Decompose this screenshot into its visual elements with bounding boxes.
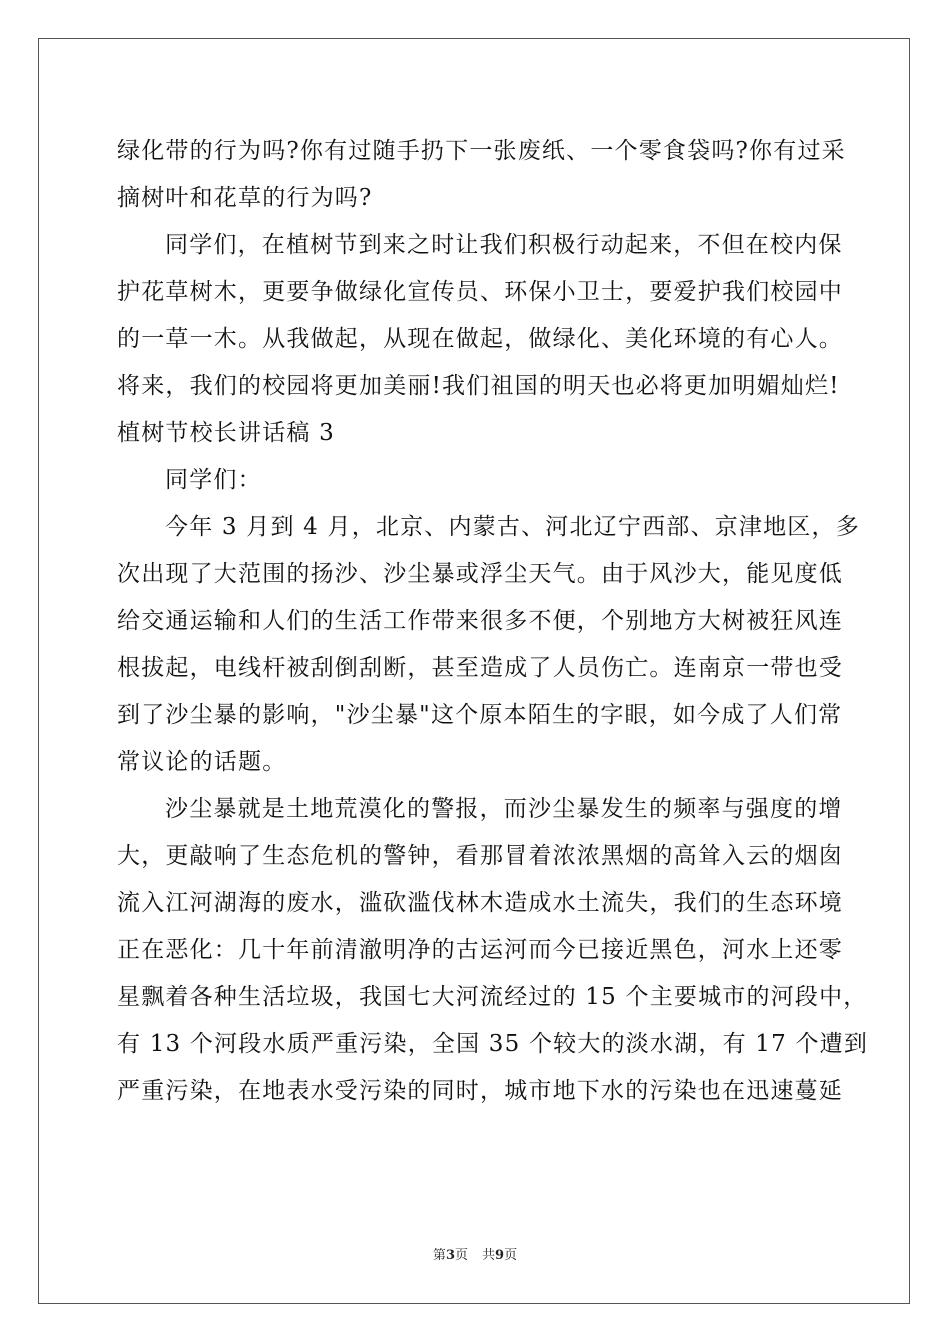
text-line: 星飘着各种生活垃圾，我国七大河流经过的 15 个主要城市的河段中， [117, 984, 868, 1010]
text-line: 常议论的话题。 [117, 749, 287, 775]
text-line: 严重污染，在地表水受污染的同时，城市地下水的污染也在迅速蔓延 [117, 1078, 843, 1104]
text-line: 将来，我们的校园将更加美丽!我们祖国的明天也必将更加明媚灿烂! [117, 373, 840, 399]
text-line: 摘树叶和花草的行为吗? [117, 185, 373, 211]
text-line: 护花草树木，更要争做绿化宣传员、环保小卫士，要爱护我们校园中 [117, 279, 843, 305]
page-prefix: 第 [432, 1248, 446, 1263]
text-line: 沙尘暴就是土地荒漠化的警报，而沙尘暴发生的频率与强度的增 [165, 796, 843, 822]
text-line: 正在恶化：几十年前清澈明净的古运河而今已接近黑色，河水上还零 [117, 937, 843, 963]
section-heading: 植树节校长讲话稿 3 [117, 420, 335, 446]
total-pages: 9 [495, 1248, 505, 1263]
text-line: 有 13 个河段水质严重污染，全国 35 个较大的淡水湖，有 17 个遭到 [117, 1031, 869, 1057]
text-line: 绿化带的行为吗?你有过随手扔下一张废纸、一个零食袋吗?你有过采 [117, 138, 846, 164]
text-line: 同学们： [165, 467, 262, 493]
text-line: 同学们，在植树节到来之时让我们积极行动起来，不但在校内保 [165, 232, 843, 258]
page-footer [0, 1244, 950, 1263]
text-line: 的一草一木。从我做起，从现在做起，做绿化、美化环境的有心人。 [117, 326, 843, 352]
text-line: 大，更敲响了生态危机的警钟，看那冒着浓浓黑烟的高耸入云的烟囱 [117, 843, 843, 869]
text-line: 给交通运输和人们的生活工作带来很多不便，个别地方大树被狂风连 [117, 608, 843, 634]
page-suffix: 页 [454, 1248, 468, 1263]
document-body [117, 128, 869, 1115]
text-line: 次出现了大范围的扬沙、沙尘暴或浮尘天气。由于风沙大，能见度低 [117, 561, 843, 587]
total-prefix: 共 [482, 1248, 496, 1263]
text-line: 今年 3 月到 4 月，北京、内蒙古、河北辽宁西部、京津地区，多 [165, 514, 860, 540]
page-number: 3 [445, 1248, 455, 1263]
text-line: 根拔起，电线杆被刮倒刮断，甚至造成了人员伤亡。连南京一带也受 [117, 655, 843, 681]
text-line: 流入江河湖海的废水，滥砍滥伐林木造成水土流失，我们的生态环境 [117, 890, 843, 916]
text-line: 到了沙尘暴的影响，"沙尘暴"这个原本陌生的字眼，如今成了人们常 [117, 702, 843, 728]
total-suffix: 页 [504, 1248, 518, 1263]
